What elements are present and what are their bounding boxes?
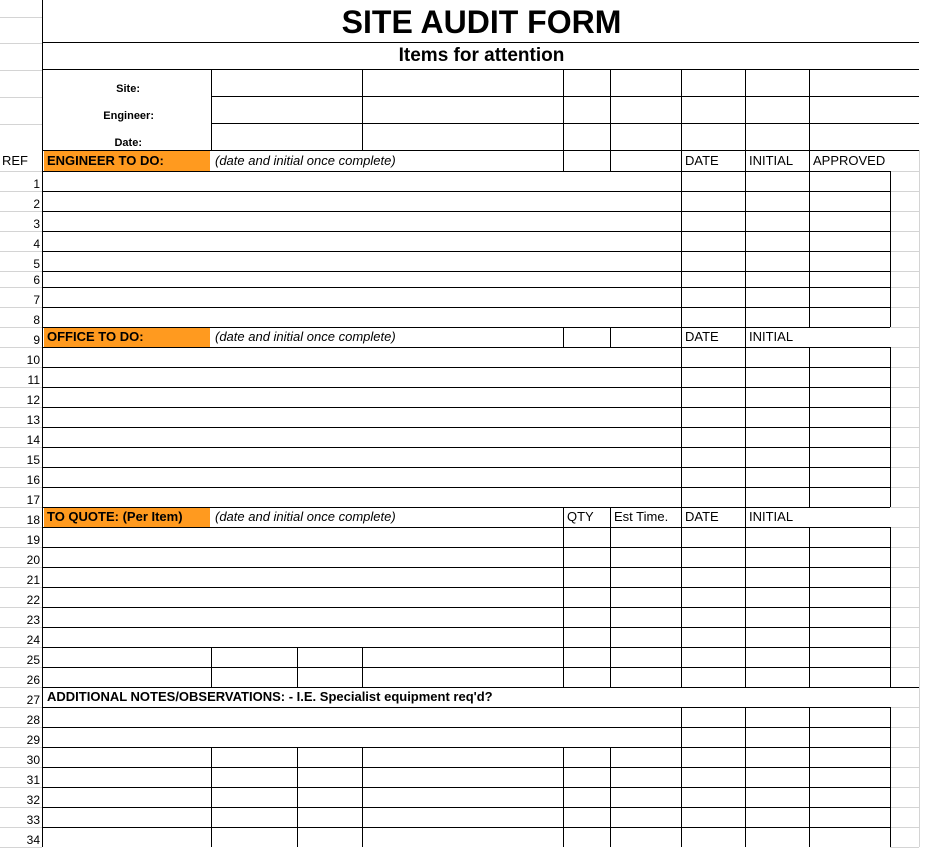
grid-line-horizontal [42, 547, 890, 548]
grid-line-horizontal [0, 387, 42, 388]
grid-line-horizontal [42, 567, 890, 568]
grid-line-vertical [745, 527, 746, 687]
grid-line-horizontal [890, 807, 919, 808]
grid-line-vertical [809, 171, 810, 327]
grid-line-horizontal [890, 507, 919, 508]
grid-line-horizontal [0, 70, 42, 71]
grid-line-horizontal [42, 407, 890, 408]
grid-line-horizontal [890, 367, 919, 368]
row-number: 34 [26, 833, 40, 847]
grid-line-horizontal [0, 747, 42, 748]
grid-line-horizontal [42, 787, 890, 788]
grid-line-horizontal [42, 727, 890, 728]
grid-line-horizontal [0, 211, 42, 212]
grid-line-horizontal [0, 43, 42, 44]
grid-line-horizontal [0, 767, 42, 768]
row-number: 30 [26, 753, 40, 767]
row-number: 1 [33, 177, 40, 191]
row-number: 3 [33, 217, 40, 231]
grid-line-horizontal [890, 647, 919, 648]
grid-line-vertical [362, 647, 363, 687]
row-number: 4 [33, 237, 40, 251]
row-number: 10 [26, 353, 40, 367]
grid-line-horizontal [890, 607, 919, 608]
office-initial-header: INITIAL [749, 329, 794, 344]
grid-line-horizontal [0, 327, 42, 328]
grid-line-vertical [745, 69, 746, 150]
grid-line-horizontal [890, 407, 919, 408]
quote-qty-header: QTY [567, 509, 594, 524]
grid-line-horizontal [42, 767, 890, 768]
quote-initial-header: INITIAL [749, 509, 794, 524]
grid-line-vertical [809, 707, 810, 847]
grid-line-horizontal [0, 407, 42, 408]
grid-line-vertical [610, 527, 611, 687]
grid-line-horizontal [0, 231, 42, 232]
grid-line-horizontal [0, 97, 42, 98]
grid-line-horizontal [890, 327, 919, 328]
row-number: 21 [26, 573, 40, 587]
row-number: 15 [26, 453, 40, 467]
grid-line-horizontal [890, 747, 919, 748]
grid-line-vertical [681, 171, 682, 327]
engineer-approved-header: APPROVED [813, 153, 886, 168]
row-number: 16 [26, 473, 40, 487]
row-number: 17 [26, 493, 40, 507]
grid-line-horizontal [42, 69, 919, 70]
grid-line-horizontal [0, 507, 42, 508]
grid-line-horizontal [0, 727, 42, 728]
grid-line-horizontal [890, 347, 919, 348]
grid-line-horizontal [42, 271, 890, 272]
grid-line-horizontal [890, 211, 919, 212]
grid-line-horizontal [42, 427, 890, 428]
grid-line-horizontal [42, 447, 890, 448]
grid-line-horizontal [42, 807, 890, 808]
grid-line-horizontal [42, 747, 890, 748]
grid-line-horizontal [42, 467, 890, 468]
grid-line-horizontal [0, 547, 42, 548]
grid-line-horizontal [0, 707, 42, 708]
row-number: 26 [26, 673, 40, 687]
grid-line-horizontal [890, 231, 919, 232]
row-number: 23 [26, 613, 40, 627]
grid-line-horizontal [42, 287, 890, 288]
grid-line-horizontal [0, 307, 42, 308]
row-number: 27 [26, 693, 40, 707]
grid-line-vertical [890, 171, 891, 327]
grid-line-horizontal [890, 767, 919, 768]
grid-line-vertical [919, 150, 920, 847]
row-number: 14 [26, 433, 40, 447]
site-label: Site: [116, 83, 140, 95]
grid-line-vertical [890, 527, 891, 687]
grid-line-vertical [610, 507, 611, 527]
grid-line-vertical [211, 69, 212, 150]
grid-line-vertical [211, 647, 212, 687]
grid-line-vertical [809, 347, 810, 507]
grid-line-horizontal [0, 427, 42, 428]
grid-line-vertical [211, 747, 212, 847]
grid-line-horizontal [211, 96, 919, 97]
row-number: 6 [33, 273, 40, 287]
grid-line-horizontal [0, 271, 42, 272]
grid-line-horizontal [42, 667, 890, 668]
grid-line-vertical [745, 507, 746, 527]
grid-line-horizontal [890, 847, 919, 848]
row-number: 29 [26, 733, 40, 747]
grid-line-vertical [809, 150, 810, 171]
grid-line-horizontal [890, 447, 919, 448]
grid-line-horizontal [890, 387, 919, 388]
grid-line-vertical [563, 747, 564, 847]
grid-line-vertical [681, 507, 682, 527]
grid-line-horizontal [42, 191, 890, 192]
grid-line-horizontal [890, 667, 919, 668]
grid-line-horizontal [0, 587, 42, 588]
grid-line-horizontal [0, 627, 42, 628]
row-number: 31 [26, 773, 40, 787]
grid-line-horizontal [42, 607, 890, 608]
grid-line-vertical [809, 527, 810, 687]
date-label: Date: [114, 137, 142, 149]
grid-line-horizontal [0, 687, 42, 688]
ref-header: REF [2, 153, 28, 168]
grid-line-vertical [610, 327, 611, 347]
grid-line-vertical [563, 150, 564, 171]
engineer-section-hint: (date and initial once complete) [215, 153, 396, 168]
office-section-label: OFFICE TO DO: [44, 327, 210, 347]
grid-line-vertical [297, 647, 298, 687]
grid-line-horizontal [890, 251, 919, 252]
row-number: 25 [26, 653, 40, 667]
grid-line-horizontal [890, 287, 919, 288]
grid-line-horizontal [0, 467, 42, 468]
row-number: 32 [26, 793, 40, 807]
grid-line-vertical [362, 69, 363, 150]
grid-line-horizontal [890, 727, 919, 728]
row-number: 24 [26, 633, 40, 647]
grid-line-horizontal [42, 150, 919, 151]
grid-line-vertical [809, 69, 810, 150]
grid-line-vertical [890, 707, 891, 847]
grid-line-vertical [745, 150, 746, 171]
row-number: 13 [26, 413, 40, 427]
grid-line-horizontal [890, 271, 919, 272]
grid-line-vertical [681, 327, 682, 347]
grid-line-horizontal [42, 687, 919, 688]
grid-line-vertical [745, 171, 746, 327]
grid-line-horizontal [42, 231, 890, 232]
grid-line-horizontal [0, 447, 42, 448]
grid-line-horizontal [0, 487, 42, 488]
grid-line-vertical [681, 527, 682, 687]
engineer-section-label: ENGINEER TO DO: [44, 151, 210, 171]
grid-line-horizontal [0, 124, 42, 125]
grid-line-horizontal [42, 587, 890, 588]
quote-est-time-header: Est Time. [614, 509, 669, 524]
row-number: 33 [26, 813, 40, 827]
grid-line-horizontal [890, 787, 919, 788]
grid-line-vertical [745, 707, 746, 847]
grid-line-vertical [610, 747, 611, 847]
grid-line-vertical [610, 69, 611, 150]
row-number: 28 [26, 713, 40, 727]
grid-line-vertical [563, 527, 564, 687]
grid-line-horizontal [890, 627, 919, 628]
grid-line-vertical [362, 747, 363, 847]
form-title: SITE AUDIT FORM [341, 4, 622, 40]
row-number: 19 [26, 533, 40, 547]
row-number: 12 [26, 393, 40, 407]
grid-line-vertical [681, 347, 682, 507]
grid-line-horizontal [42, 387, 890, 388]
form-subtitle: Items for attention [398, 45, 565, 66]
quote-section-hint: (date and initial once complete) [215, 509, 396, 524]
grid-line-horizontal [890, 307, 919, 308]
grid-line-horizontal [42, 42, 919, 43]
grid-line-horizontal [0, 827, 42, 828]
grid-line-horizontal [42, 251, 890, 252]
grid-line-horizontal [890, 191, 919, 192]
grid-line-vertical [610, 150, 611, 171]
grid-line-horizontal [42, 707, 890, 708]
grid-line-horizontal [890, 427, 919, 428]
row-number: 11 [27, 373, 40, 387]
grid-line-vertical [745, 327, 746, 347]
engineer-date-header: DATE [685, 153, 719, 168]
office-date-header: DATE [685, 329, 719, 344]
grid-line-horizontal [890, 547, 919, 548]
grid-line-horizontal [42, 627, 890, 628]
grid-line-horizontal [0, 607, 42, 608]
grid-line-horizontal [0, 367, 42, 368]
grid-line-horizontal [42, 647, 890, 648]
quote-section-label: TO QUOTE: (Per Item) [44, 507, 210, 527]
grid-line-horizontal [42, 507, 890, 508]
grid-line-horizontal [42, 487, 890, 488]
grid-line-vertical [681, 707, 682, 847]
grid-line-vertical [890, 347, 891, 507]
grid-line-horizontal [0, 567, 42, 568]
grid-line-vertical [681, 150, 682, 171]
grid-line-horizontal [890, 827, 919, 828]
grid-line-horizontal [0, 667, 42, 668]
grid-line-horizontal [0, 171, 42, 172]
grid-line-vertical [681, 69, 682, 150]
grid-line-horizontal [0, 647, 42, 648]
grid-line-horizontal [0, 787, 42, 788]
grid-line-horizontal [0, 347, 42, 348]
grid-line-horizontal [42, 827, 890, 828]
row-number: 20 [26, 553, 40, 567]
engineer-label: Engineer: [103, 110, 154, 122]
row-number: 7 [33, 293, 40, 307]
quote-date-header: DATE [685, 509, 719, 524]
grid-line-horizontal [42, 347, 890, 348]
grid-line-horizontal [0, 847, 42, 848]
grid-line-horizontal [42, 527, 890, 528]
grid-line-horizontal [0, 807, 42, 808]
grid-line-horizontal [0, 191, 42, 192]
notes-section-label: ADDITIONAL NOTES/OBSERVATIONS: - I.E. Specialist equipment req'd? [47, 689, 493, 704]
grid-line-horizontal [0, 287, 42, 288]
row-number: 8 [33, 313, 40, 327]
grid-line-horizontal [0, 17, 42, 18]
office-section-hint: (date and initial once complete) [215, 329, 396, 344]
grid-line-horizontal [42, 211, 890, 212]
row-number: 22 [26, 593, 40, 607]
grid-line-vertical [563, 327, 564, 347]
grid-line-horizontal [0, 251, 42, 252]
engineer-initial-header: INITIAL [749, 153, 794, 168]
row-number: 5 [33, 257, 40, 271]
grid-line-horizontal [211, 123, 919, 124]
grid-line-horizontal [890, 527, 919, 528]
grid-line-horizontal [890, 567, 919, 568]
grid-line-horizontal [0, 527, 42, 528]
row-number: 18 [26, 513, 40, 527]
grid-line-horizontal [42, 307, 890, 308]
grid-line-vertical [563, 507, 564, 527]
grid-line-horizontal [890, 707, 919, 708]
grid-line-vertical [563, 69, 564, 150]
row-number: 2 [33, 197, 40, 211]
grid-line-vertical [297, 747, 298, 847]
grid-line-vertical [42, 0, 43, 847]
grid-line-horizontal [42, 327, 890, 328]
grid-line-horizontal [890, 467, 919, 468]
row-number: 9 [33, 333, 40, 347]
grid-line-horizontal [42, 367, 890, 368]
grid-line-vertical [745, 347, 746, 507]
grid-line-horizontal [890, 487, 919, 488]
grid-line-horizontal [890, 587, 919, 588]
grid-line-horizontal [890, 171, 919, 172]
grid-line-horizontal [42, 171, 890, 172]
